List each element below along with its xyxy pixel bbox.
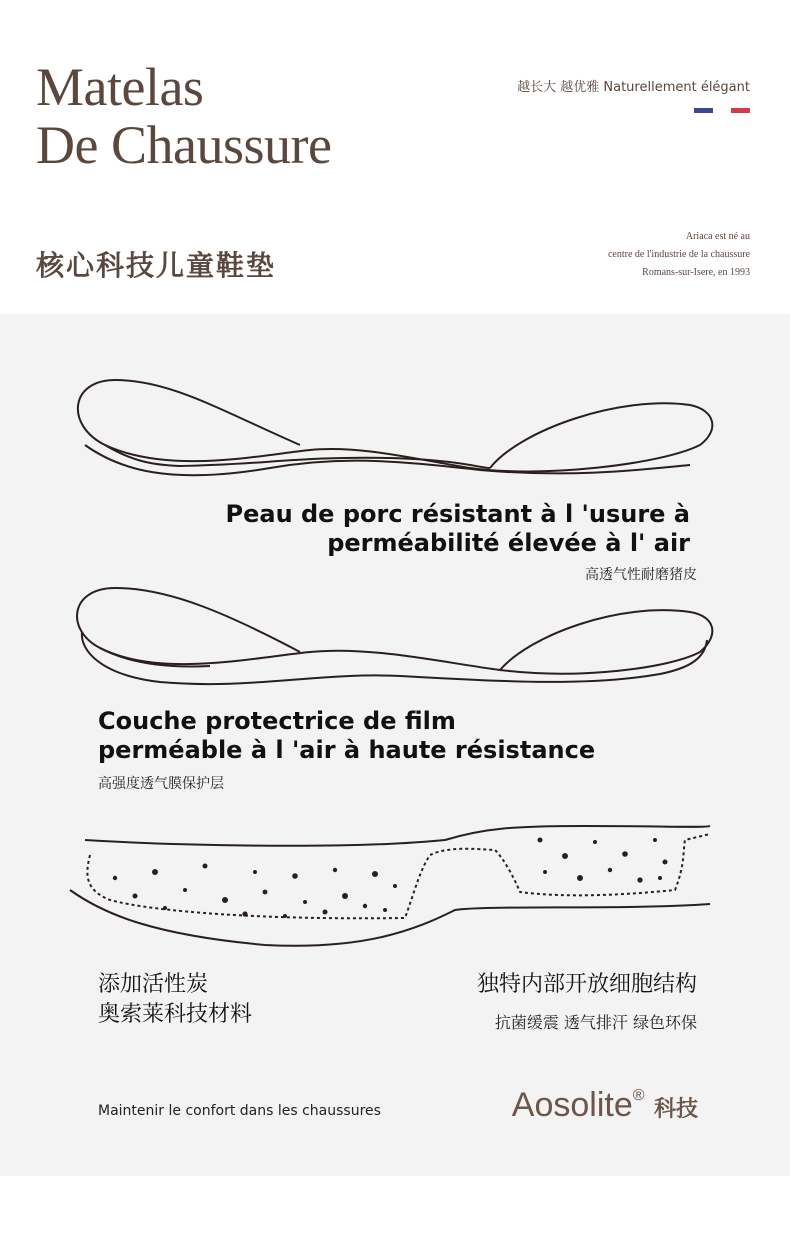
info-line: Romans-sur-Isere, en 1993 [642, 267, 750, 278]
page-title [36, 58, 331, 174]
slogan: 越长大 越优雅 Naturellement élégant [517, 80, 750, 95]
layer-2-title-line: perméable à l 'air à haute résistance [98, 736, 596, 764]
feature-open-cell-sub: 抗菌缓震 透气排汗 绿色环保 [494, 1013, 697, 1032]
french-flag-icon [694, 108, 750, 113]
brand-name: Aosolite [511, 1086, 633, 1124]
brand-logo [512, 1086, 698, 1125]
insole-cross-section-illustration [65, 820, 725, 960]
registered-mark: ® [632, 1086, 645, 1104]
footer-tagline: Maintenir le confort dans les chaussures [98, 1103, 381, 1119]
title-line-1: Matelas [36, 57, 204, 117]
info-line: centre de l'industrie de la chaussure [607, 249, 750, 260]
layer-1-title [226, 500, 691, 558]
layer-2-chinese: 高强度透气膜保护层 [98, 776, 224, 792]
feature-open-cell-title: 独特内部开放细胞结构 [476, 972, 697, 997]
insole-top-layer-illustration [60, 370, 730, 490]
brand-suffix: 科技 [653, 1096, 698, 1121]
subtitle: 核心科技儿童鞋垫 [36, 249, 277, 282]
info-line: Ariaca est né au [685, 231, 750, 242]
title-line-2: De Chaussure [36, 115, 332, 175]
insole-film-layer-illustration [60, 580, 730, 695]
company-info [608, 228, 750, 282]
layer-2-title [98, 707, 595, 765]
feature-line: 奥索莱科技材料 [98, 1002, 253, 1027]
layer-1-chinese: 高透气性耐磨猪皮 [585, 567, 697, 583]
layer-2-title-line: Couche protectrice de film [98, 707, 456, 735]
layer-1-title-line: Peau de porc résistant à l 'usure à [225, 500, 690, 528]
feature-line: 添加活性炭 [98, 972, 209, 997]
layer-1-title-line: perméabilité élevée à l' air [327, 529, 690, 557]
feature-activated-carbon [98, 970, 252, 1030]
